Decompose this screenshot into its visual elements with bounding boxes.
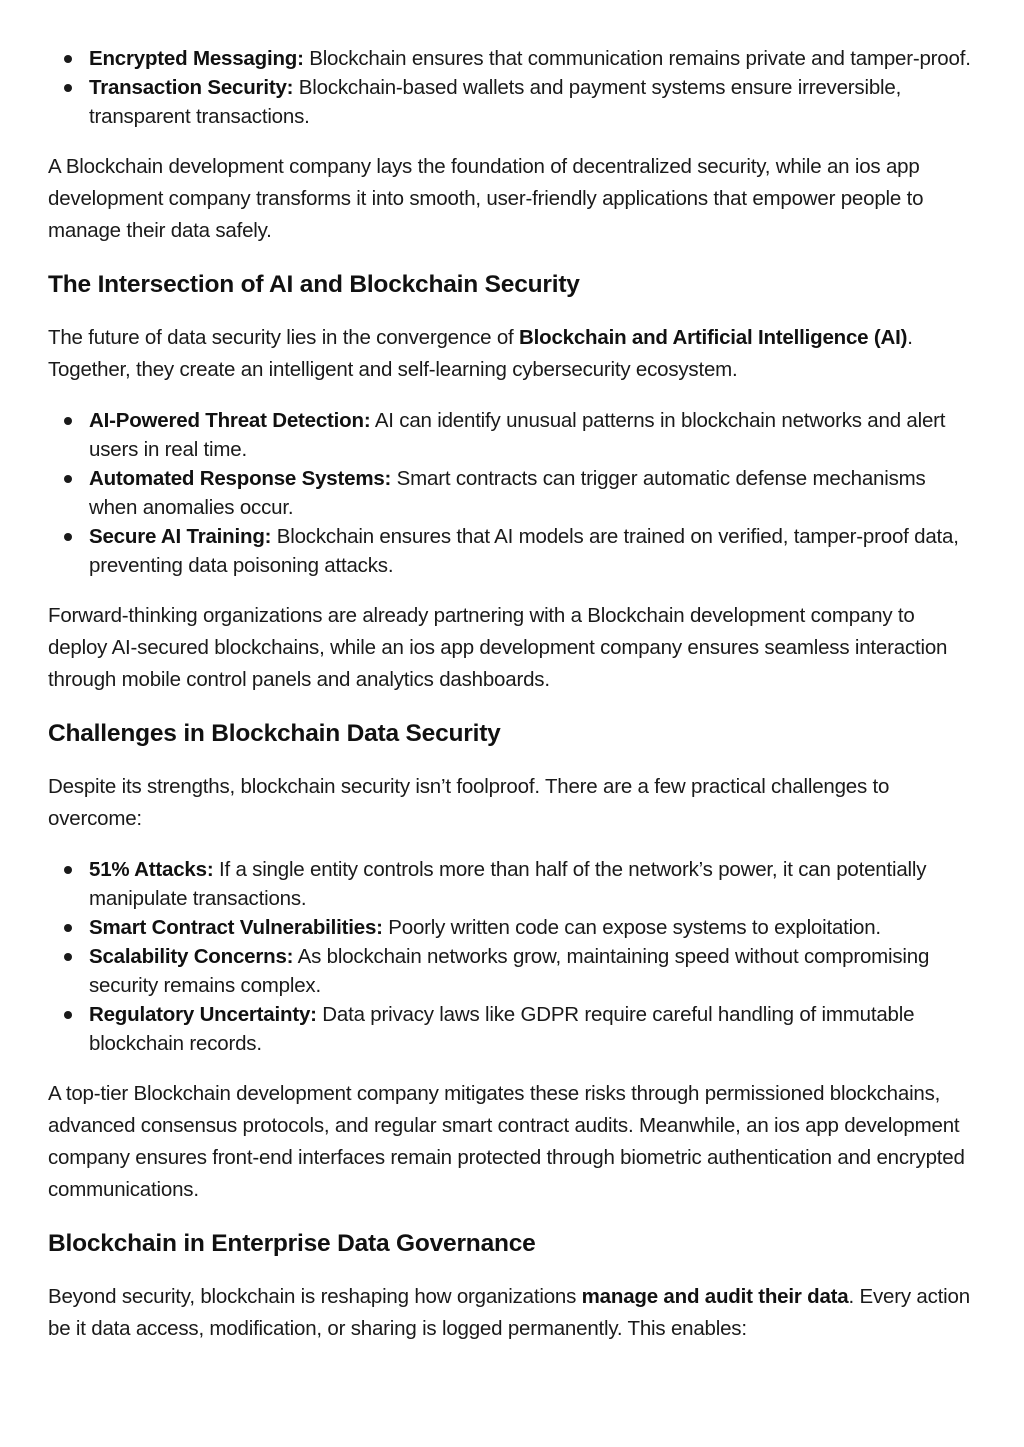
list-item (48, 855, 976, 913)
bold-text: Blockchain and Artificial Intelligence (AI) (519, 326, 908, 349)
list-item-text: Poorly written code can expose systems to exploitation. (382, 916, 881, 939)
list-item-text: Blockchain ensures that communication remains private and tamper-proof. (303, 47, 971, 70)
list-item-term: Secure AI Training: (89, 525, 272, 548)
section-heading: Challenges in Blockchain Data Security (48, 720, 501, 747)
list-item (48, 464, 976, 522)
text-run: The future of data security lies in the convergence of (48, 326, 520, 349)
bullet-icon (64, 55, 72, 63)
paragraph: A Blockchain development company lays the foundation of decentralized security, while an ios app development company transforms it into smooth, user-friendly applications that empower people to manage their data safely. (48, 155, 924, 242)
text-run: . Every action be it data access, modification, or sharing is logged permanently. This enables: (48, 1285, 970, 1340)
list-item (48, 44, 976, 73)
list-item-text: AI can identify unusual patterns in blockchain networks and alert users in real time. (89, 409, 946, 461)
bold-text: manage and audit their data (581, 1285, 849, 1308)
bullet-icon (64, 866, 72, 874)
bullet-icon (64, 953, 72, 961)
list-item (48, 913, 976, 942)
list-item-term: Automated Response Systems: (89, 467, 392, 490)
bullet-icon (64, 417, 72, 425)
list-item (48, 1000, 976, 1058)
list-item-term: Encrypted Messaging: (89, 47, 304, 70)
paragraph (48, 1281, 976, 1345)
list-item (48, 942, 976, 1000)
list-item-text: Smart contracts can trigger automatic defense mechanisms when anomalies occur. (89, 467, 926, 519)
paragraph: A top-tier Blockchain development company mitigates these risks through permissioned blockchains, advanced consensus protocols, and regular smart contract audits. Meanwhile, an ios app development company ensures front-end interfaces remain protected through biometric authentication and encrypted communications. (48, 1082, 965, 1201)
paragraph: Forward-thinking organizations are already partnering with a Blockchain development company to deploy AI-secured blockchains, while an ios app development company ensures seamless interaction through mobile control panels and analytics dashboards. (48, 604, 948, 691)
ai-security-list (48, 406, 976, 580)
section-heading: The Intersection of AI and Blockchain Security (48, 271, 580, 298)
list-item-text: Blockchain-based wallets and payment systems ensure irreversible, transparent transactions. (89, 76, 902, 128)
bullet-icon (64, 84, 72, 92)
list-item-term: 51% Attacks: (89, 858, 214, 881)
bullet-icon (64, 475, 72, 483)
bullet-icon (64, 533, 72, 541)
challenges-list (48, 855, 976, 1058)
paragraph: Despite its strengths, blockchain security isn’t foolproof. There are a few practical challenges to overcome: (48, 775, 890, 830)
list-item (48, 406, 976, 464)
bullet-icon (64, 1011, 72, 1019)
list-item-text: If a single entity controls more than half of the network’s power, it can potentially manipulate transactions. (89, 858, 927, 910)
list-item-term: AI-Powered Threat Detection: (89, 409, 371, 432)
list-item-term: Regulatory Uncertainty: (89, 1003, 317, 1026)
list-item-term: Transaction Security: (89, 76, 294, 99)
list-item-text: Data privacy laws like GDPR require careful handling of immutable blockchain records. (89, 1003, 915, 1055)
paragraph (48, 322, 976, 386)
list-item (48, 522, 976, 580)
list-item (48, 73, 976, 131)
text-run: Beyond security, blockchain is reshaping how organizations (48, 1285, 582, 1308)
security-benefits-list (48, 44, 976, 131)
list-item-text: Blockchain ensures that AI models are trained on verified, tamper-proof data, preventing data poisoning attacks. (89, 525, 959, 577)
list-item-term: Scalability Concerns: (89, 945, 294, 968)
section-heading: Blockchain in Enterprise Data Governance (48, 1230, 536, 1257)
list-item-text: As blockchain networks grow, maintaining speed without compromising security remains complex. (89, 945, 930, 997)
list-item-term: Smart Contract Vulnerabilities: (89, 916, 383, 939)
text-run: . Together, they create an intelligent and self-learning cybersecurity ecosystem. (48, 326, 913, 381)
bullet-icon (64, 924, 72, 932)
